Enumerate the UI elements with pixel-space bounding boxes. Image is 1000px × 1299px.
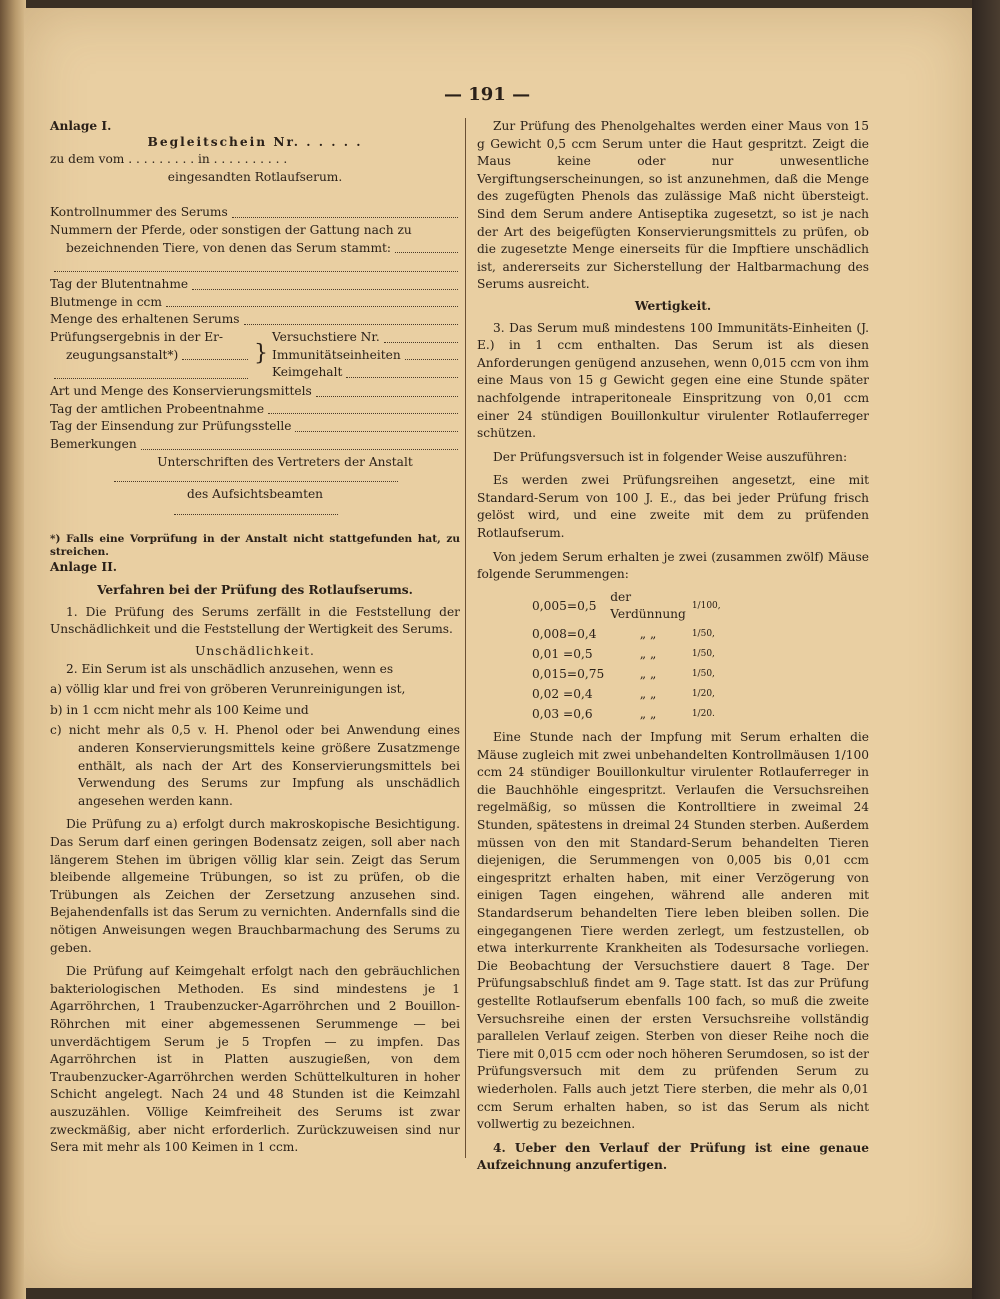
- pruef-item: Keimgehalt: [272, 365, 343, 380]
- form-field: Nummern der Pferde, oder sonstigen der Gattung nach zu: [50, 222, 412, 237]
- annex-1-label: Anlage I.: [50, 119, 112, 133]
- subheading: Wertigkeit.: [634, 298, 712, 313]
- table-row: 0,01 =0,5 „ „ 1/50,: [532, 647, 715, 662]
- form-field: Bemerkungen: [50, 436, 460, 454]
- table-row: 0,015=0,75 „ „ 1/50,: [532, 667, 715, 682]
- signature-line-2: des Aufsichtsbeamten: [186, 487, 324, 502]
- form-line-eingesandt: eingesandten Rotlaufserum.: [167, 169, 343, 184]
- form-field: [50, 257, 460, 276]
- table-row: 0,03 =0,6 „ „ 1/20.: [532, 707, 715, 722]
- dilution-table: [532, 588, 727, 725]
- paragraph: Es werden zwei Prüfungsreihen angesetzt, eine mit Standard-Serum von 100 J. E., das bei jeder Prüfung frisch gelöst wird, und eine zweite mit dem zu prüfenden Rotlaufserum.: [477, 473, 869, 541]
- paragraph: Die Prüfung auf Keimgehalt erfolgt nach den gebräuchlichen bakteriologischen Methoden. Es sind mindestens je 1 Agarröhrchen, 1 Traubenzucker-Agarröhrchen und 2 Bouillon-Röhrchen mit einer abgemessenen Serummenge — bei unverdächtigem Serum je 5 Tropfen — zu impfen. Das Agarröhrchen ist in Platten auszugießen, von dem Traubenzucker-Agarröhrchen werden Schüttelkulturen in hoher Schicht angelegt. Nach 24 und 48 Stunden ist die Keimzahl auszuzählen. Völlige Keimfreiheit des Serums ist zwar zweckmäßig, aber nicht erforderlich. Zurückzuweisen sind nur Sera mit mehr als 100 Keimen in 1 ccm.: [50, 964, 460, 1155]
- form-field: Tag der Einsendung zur Prüfungsstelle: [50, 418, 460, 436]
- form-title: Begleitschein Nr. . . . . .: [147, 134, 363, 149]
- pruefung-block: Prüfungsergebnis in der Er- zeugungsanstalt*) } Versuchstiere Nr. Immunitätseinheiten Keimgehalt: [50, 329, 460, 383]
- left-column: [50, 118, 460, 1157]
- form-field: bezeichnenden Tiere, von denen das Serum stammt:: [50, 240, 460, 258]
- paragraph: Der Prüfungsversuch ist in folgender Weise auszuführen:: [493, 449, 848, 464]
- form-field: Menge des erhaltenen Serums: [50, 311, 460, 329]
- paragraph: 2. Ein Serum ist als unschädlich anzusehen, wenn es: [66, 661, 394, 676]
- form-field: Art und Menge des Konservierungsmittels: [50, 383, 460, 401]
- paragraph: 4. Ueber den Verlauf der Prüfung ist eine genaue Aufzeichnung anzufertigen.: [477, 1140, 869, 1173]
- section-heading: Verfahren bei der Prüfung des Rotlaufserums.: [97, 583, 413, 598]
- form-field: Blutmenge in ccm: [50, 294, 460, 312]
- paragraph: Die Prüfung zu a) erfolgt durch makroskopische Besichtigung. Das Serum darf einen geringen Bodensatz zeigen, soll aber nach längerem Stehen im übrigen völlig klar sein. Zeigt das Serum bleibende allgemeine Trübungen, so ist zu prüfen, ob die Trübungen als Zeichen der Zersetzung anzusehen sind. Bejahendenfalls ist das Serum zu vernichten. Andernfalls sind die nötigen Anweisungen wegen Brauchbarmachung des Serums zu geben.: [50, 817, 460, 955]
- table-row: 0,008=0,4 „ „ 1/50,: [532, 627, 715, 642]
- page-number: — 191 —: [444, 84, 531, 105]
- paragraph: Von jedem Serum erhalten je zwei (zusammen zwölf) Mäuse folgende Serummengen:: [477, 549, 869, 582]
- subheading: Unschädlichkeit.: [195, 644, 315, 659]
- book-edge-right: [972, 0, 1000, 1299]
- right-column: [477, 118, 869, 1175]
- list-item: b) in 1 ccm nicht mehr als 100 Keime und: [50, 702, 309, 717]
- form-field: Tag der Blutentnahme: [50, 276, 460, 294]
- paragraph: 1. Die Prüfung des Serums zerfällt in die Feststellung der Unschädlichkeit und die Feststellung der Wertigkeit des Serums.: [50, 604, 460, 637]
- signature-line-1: Unterschriften des Vertreters der Anstalt: [157, 454, 413, 469]
- footnote: *) Falls eine Vorprüfung in der Anstalt nicht stattgefunden hat, zu streichen.: [50, 532, 460, 558]
- table-row: 0,02 =0,4 „ „ 1/20,: [532, 687, 715, 702]
- form-field: Kontrollnummer des Serums: [50, 204, 460, 222]
- pruef-item: Versuchstiere Nr.: [272, 329, 380, 344]
- column-divider: [465, 118, 466, 1158]
- paragraph: Eine Stunde nach der Impfung mit Serum erhalten die Mäuse zugleich mit zwei unbehandelten Kontrollmäusen 1/100 ccm 24 stündiger Bouillonkultur virulenter Rotlauferreger in die Bauchhöhle eingespritzt. Verlaufen die Versuchsreihen regelmäßig, so müssen die Kontrolltiere in zweimal 24 Stunden, spätestens in dreimal 24 Stunden sterben. Außerdem müssen von den mit Standard-Serum behandelten Tieren diejenigen, die Serummengen von 0,005 bis 0,01 ccm eingespritzt erhalten haben, mit einer Verzögerung von einigen Tagen eingehen, während alle anderen mit Standardserum behandelten Tiere leben bleiben sollen. Die eingegangenen Tiere werden zerlegt, um festzustellen, ob etwa interkurrente Krankheiten als Todesursache vorliegen. Die Beobachtung der Versuchstiere dauert 8 Tage. Der Prüfungsabschluß findet am 9. Tage statt. Ist das zur Prüfung gestellte Rotlaufserum ebenfalls 100 fach, so muß die zweite Versuchsreihe einen der ersten Versuchsreihe vollständig parallelen Verlauf zeigen. Sterben von dieser Reihe noch die Tiere mit 0,015 ccm oder noch höheren Serumdosen, so ist der Prüfungsversuch mit dem zu prüfenden Serum zu wiederholen. Falls auch jetzt Tiere sterben, die mehr als 0,01 ccm Serum erhalten haben, so ist das Serum als nicht vollwertig zu bezeichnen.: [477, 730, 869, 1132]
- form-field: Tag der amtlichen Probeentnahme: [50, 401, 460, 419]
- book-gutter-left: [0, 0, 26, 1299]
- annex-2-label: Anlage II.: [50, 559, 118, 574]
- paragraph: 3. Das Serum muß mindestens 100 Immunitäts-Einheiten (J. E.) in 1 ccm enthalten. Das Serum ist als diesen Anforderungen genügend anzusehen, wenn 0,015 ccm von ihm eine Maus von 15 g Gewicht gegen eine eine Stunde später nachfolgende intraperitoneale Einspritzung von 0,01 ccm einer 24 stündigen Bouillonkultur virulenter Rotlauferreger schützen.: [477, 320, 869, 441]
- list-item: c) nicht mehr als 0,5 v. H. Phenol oder bei Anwendung eines anderen Konservierungsmittels keine größere Zusatzmenge enthält, als nach der Art des Konservierungsmittels bei Verwendung des Serums zur Impfung als unschädlich angesehen werden kann.: [50, 723, 460, 808]
- table-row: 0,005=0,5 der Verdünnung 1/100,: [532, 589, 721, 622]
- list-item: a) völlig klar und frei von gröberen Verunreinigungen ist,: [50, 682, 406, 697]
- paragraph: Zur Prüfung des Phenolgehaltes werden einer Maus von 15 g Gewicht 0,5 ccm Serum unter die Haut gespritzt. Zeigt die Maus keine oder nur unwesentliche Vergiftungserscheinungen, so ist anzunehmen, daß die Menge des zugefügten Phenols das zulässige Maß nicht übersteigt. Sind dem Serum andere Antiseptika zugesetzt, so ist je nach der Art des beigefügten Konservierungsmittels zu prüfen, ob die zugesetzte Menge einerseits für die Impftiere unschädlich ist, andererseits zur Sicherstellung der Haltbarmachung des Serums ausreicht.: [477, 119, 869, 292]
- pruef-label-2: zeugungsanstalt*): [66, 347, 179, 362]
- pruef-label-1: Prüfungsergebnis in der Er-: [50, 329, 224, 344]
- pruef-item: Immunitätseinheiten: [272, 347, 401, 362]
- form-line-zu: zu dem vom . . . . . . . . . in . . . . . . . . . .: [50, 152, 288, 167]
